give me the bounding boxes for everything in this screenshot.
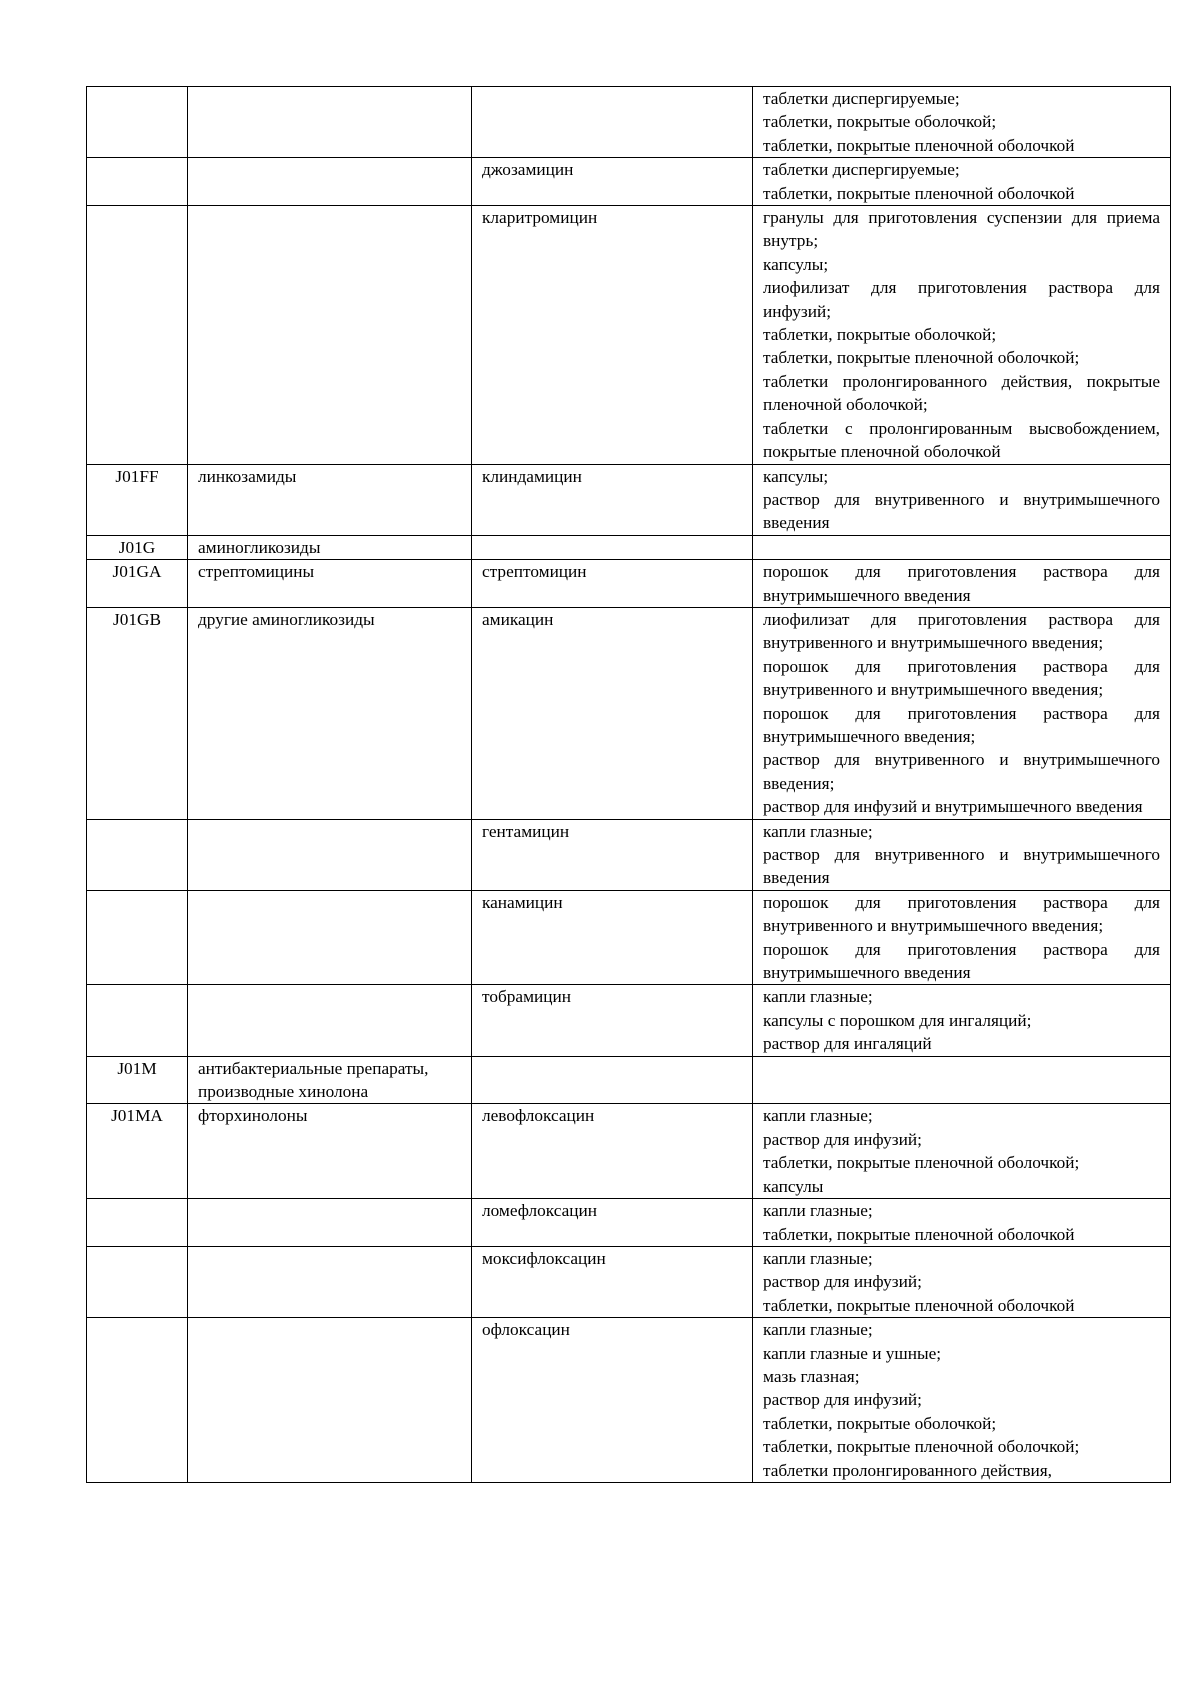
dosage-forms-cell [753, 1056, 1171, 1104]
atc-code-cell: J01MA [87, 1104, 188, 1199]
dosage-forms-cell [753, 890, 1171, 985]
drug-name-cell: ломефлоксацин [472, 1199, 753, 1247]
dosage-form-line: капли глазные; [763, 1248, 873, 1268]
dosage-form-line: таблетки, покрытые пленочной оболочкой; [763, 1437, 1080, 1457]
atc-code-cell: J01GA [87, 560, 188, 608]
dosage-form-line: капли глазные; [763, 1320, 873, 1340]
dosage-form-line: капли глазные; [763, 987, 873, 1007]
dosage-form-line: капли глазные; [763, 1201, 873, 1221]
dosage-form-line: лиофилизат для приготовления раствора для внутривенного и внутримышечного введения; [763, 609, 1160, 653]
atc-code-cell: J01FF [87, 464, 188, 535]
dosage-forms-cell [753, 535, 1171, 559]
dosage-form-line: капли глазные и ушные; [763, 1343, 942, 1363]
dosage-form-line: таблетки, покрытые пленочной оболочкой [763, 1295, 1075, 1315]
dosage-form-line: таблетки, покрытые оболочкой; [763, 1413, 997, 1433]
table-row [87, 206, 1171, 464]
dosage-forms-cell [753, 1104, 1171, 1199]
drug-name-cell [472, 1056, 753, 1104]
group-name-cell [188, 1318, 472, 1483]
atc-code-cell [87, 158, 188, 206]
group-name-cell [188, 158, 472, 206]
dosage-form-line: таблетки диспергируемые; [763, 89, 960, 108]
dosage-forms-cell [753, 1199, 1171, 1247]
group-name-cell: стрептомицины [188, 560, 472, 608]
dosage-form-line: капсулы с порошком для ингаляций; [763, 1010, 1032, 1030]
table-row [87, 890, 1171, 985]
dosage-form-line: таблетки с пролонгированным высвобождением, покрытые пленочной оболочкой [763, 418, 1160, 462]
dosage-form-line: таблетки, покрытые пленочной оболочкой [763, 183, 1075, 203]
dosage-form-line: мазь глазная; [763, 1366, 860, 1386]
atc-code-cell: J01G [87, 535, 188, 559]
dosage-form-line: капсулы; [763, 466, 829, 486]
dosage-form-line: раствор для внутривенного и внутримышечного введения [763, 489, 1160, 533]
dosage-forms-cell [753, 819, 1171, 890]
atc-code-cell [87, 87, 188, 158]
dosage-form-line: таблетки диспергируемые; [763, 160, 960, 180]
group-name-cell [188, 819, 472, 890]
group-name-cell: линкозамиды [188, 464, 472, 535]
group-name-cell [188, 87, 472, 158]
dosage-form-line: гранулы для приготовления суспензии для приема внутрь; [763, 208, 1160, 251]
dosage-form-line: порошок для приготовления раствора для внутримышечного введения [763, 562, 1160, 605]
dosage-forms-cell [753, 985, 1171, 1056]
dosage-form-line: капли глазные; [763, 1106, 873, 1126]
dosage-form-line: раствор для ингаляций [763, 1034, 932, 1054]
drug-name-cell: стрептомицин [472, 560, 753, 608]
table-row [87, 464, 1171, 535]
group-name-cell [188, 206, 472, 464]
drug-name-cell: моксифлоксацин [472, 1246, 753, 1317]
dosage-form-line: раствор для внутривенного и внутримышечного введения [763, 845, 1160, 888]
table-row [87, 819, 1171, 890]
table-row [87, 535, 1171, 559]
table-row [87, 158, 1171, 206]
dosage-form-line: раствор для инфузий; [763, 1272, 922, 1292]
dosage-form-line: капсулы [763, 1176, 824, 1196]
atc-code-cell [87, 890, 188, 985]
atc-code-cell [87, 819, 188, 890]
drug-name-cell: гентамицин [472, 819, 753, 890]
dosage-forms-cell [753, 158, 1171, 206]
dosage-forms-cell [753, 1246, 1171, 1317]
dosage-form-line: таблетки пролонгированного действия, [763, 1460, 1053, 1480]
atc-code-cell: J01GB [87, 607, 188, 819]
dosage-forms-cell [753, 1318, 1171, 1483]
dosage-form-line: таблетки, покрытые оболочкой; [763, 112, 997, 132]
dosage-forms-cell [753, 206, 1171, 464]
dosage-forms-cell [753, 607, 1171, 819]
group-name-cell: антибактериальные препараты, производные хинолона [188, 1056, 472, 1104]
dosage-form-line: порошок для приготовления раствора для внутримышечного введения [763, 939, 1160, 983]
drug-name-cell: офлоксацин [472, 1318, 753, 1483]
dosage-form-line: лиофилизат для приготовления раствора для инфузий; [763, 278, 1160, 321]
group-name-cell: фторхинолоны [188, 1104, 472, 1199]
dosage-form-line: капсулы; [763, 254, 829, 274]
drug-name-cell: кларитромицин [472, 206, 753, 464]
dosage-forms-cell [753, 87, 1171, 158]
group-name-cell [188, 1246, 472, 1317]
dosage-form-line: таблетки, покрытые пленочной оболочкой; [763, 1153, 1080, 1173]
drug-name-cell: клиндамицин [472, 464, 753, 535]
group-name-cell [188, 985, 472, 1056]
atc-code-cell: J01M [87, 1056, 188, 1104]
drug-name-cell: канамицин [472, 890, 753, 985]
dosage-form-line: капли глазные; [763, 821, 873, 841]
dosage-form-line: таблетки, покрытые пленочной оболочкой [763, 1224, 1075, 1244]
dosage-form-line: порошок для приготовления раствора для внутривенного и внутримышечного введения; [763, 892, 1160, 936]
table-row [87, 1246, 1171, 1317]
group-name-cell [188, 1199, 472, 1247]
group-name-cell [188, 890, 472, 985]
drug-table [86, 86, 1171, 1483]
drug-name-cell: левофлоксацин [472, 1104, 753, 1199]
dosage-form-line: раствор для инфузий; [763, 1390, 922, 1410]
table-row [87, 1056, 1171, 1104]
dosage-form-line: таблетки, покрытые пленочной оболочкой [763, 135, 1075, 155]
group-name-cell: другие аминогликозиды [188, 607, 472, 819]
group-name-cell: аминогликозиды [188, 535, 472, 559]
atc-code-cell [87, 1199, 188, 1247]
atc-code-cell [87, 985, 188, 1056]
table-row [87, 560, 1171, 608]
dosage-form-line: порошок для приготовления раствора для внутримышечного введения; [763, 703, 1160, 746]
dosage-form-line: таблетки, покрытые оболочкой; [763, 325, 997, 345]
dosage-forms-cell [753, 560, 1171, 608]
drug-name-cell [472, 535, 753, 559]
dosage-form-line: раствор для инфузий и внутримышечного введения [763, 797, 1143, 817]
table-row [87, 87, 1171, 158]
dosage-form-line: таблетки, покрытые пленочной оболочкой; [763, 348, 1080, 368]
table-row [87, 1104, 1171, 1199]
drug-name-cell: амикацин [472, 607, 753, 819]
atc-code-cell [87, 1318, 188, 1483]
dosage-form-line: порошок для приготовления раствора для внутривенного и внутримышечного введения; [763, 656, 1160, 700]
dosage-form-line: таблетки пролонгированного действия, покрытые пленочной оболочкой; [763, 371, 1160, 415]
dosage-form-line: раствор для инфузий; [763, 1129, 922, 1149]
drug-name-cell: тобрамицин [472, 985, 753, 1056]
drug-name-cell: джозамицин [472, 158, 753, 206]
dosage-form-line: раствор для внутривенного и внутримышечного введения; [763, 750, 1160, 793]
table-body [87, 87, 1171, 1483]
table-row [87, 607, 1171, 819]
table-row [87, 1199, 1171, 1247]
drug-name-cell [472, 87, 753, 158]
dosage-forms-cell [753, 464, 1171, 535]
atc-code-cell [87, 1246, 188, 1317]
atc-code-cell [87, 206, 188, 464]
table-row [87, 985, 1171, 1056]
table-row [87, 1318, 1171, 1483]
